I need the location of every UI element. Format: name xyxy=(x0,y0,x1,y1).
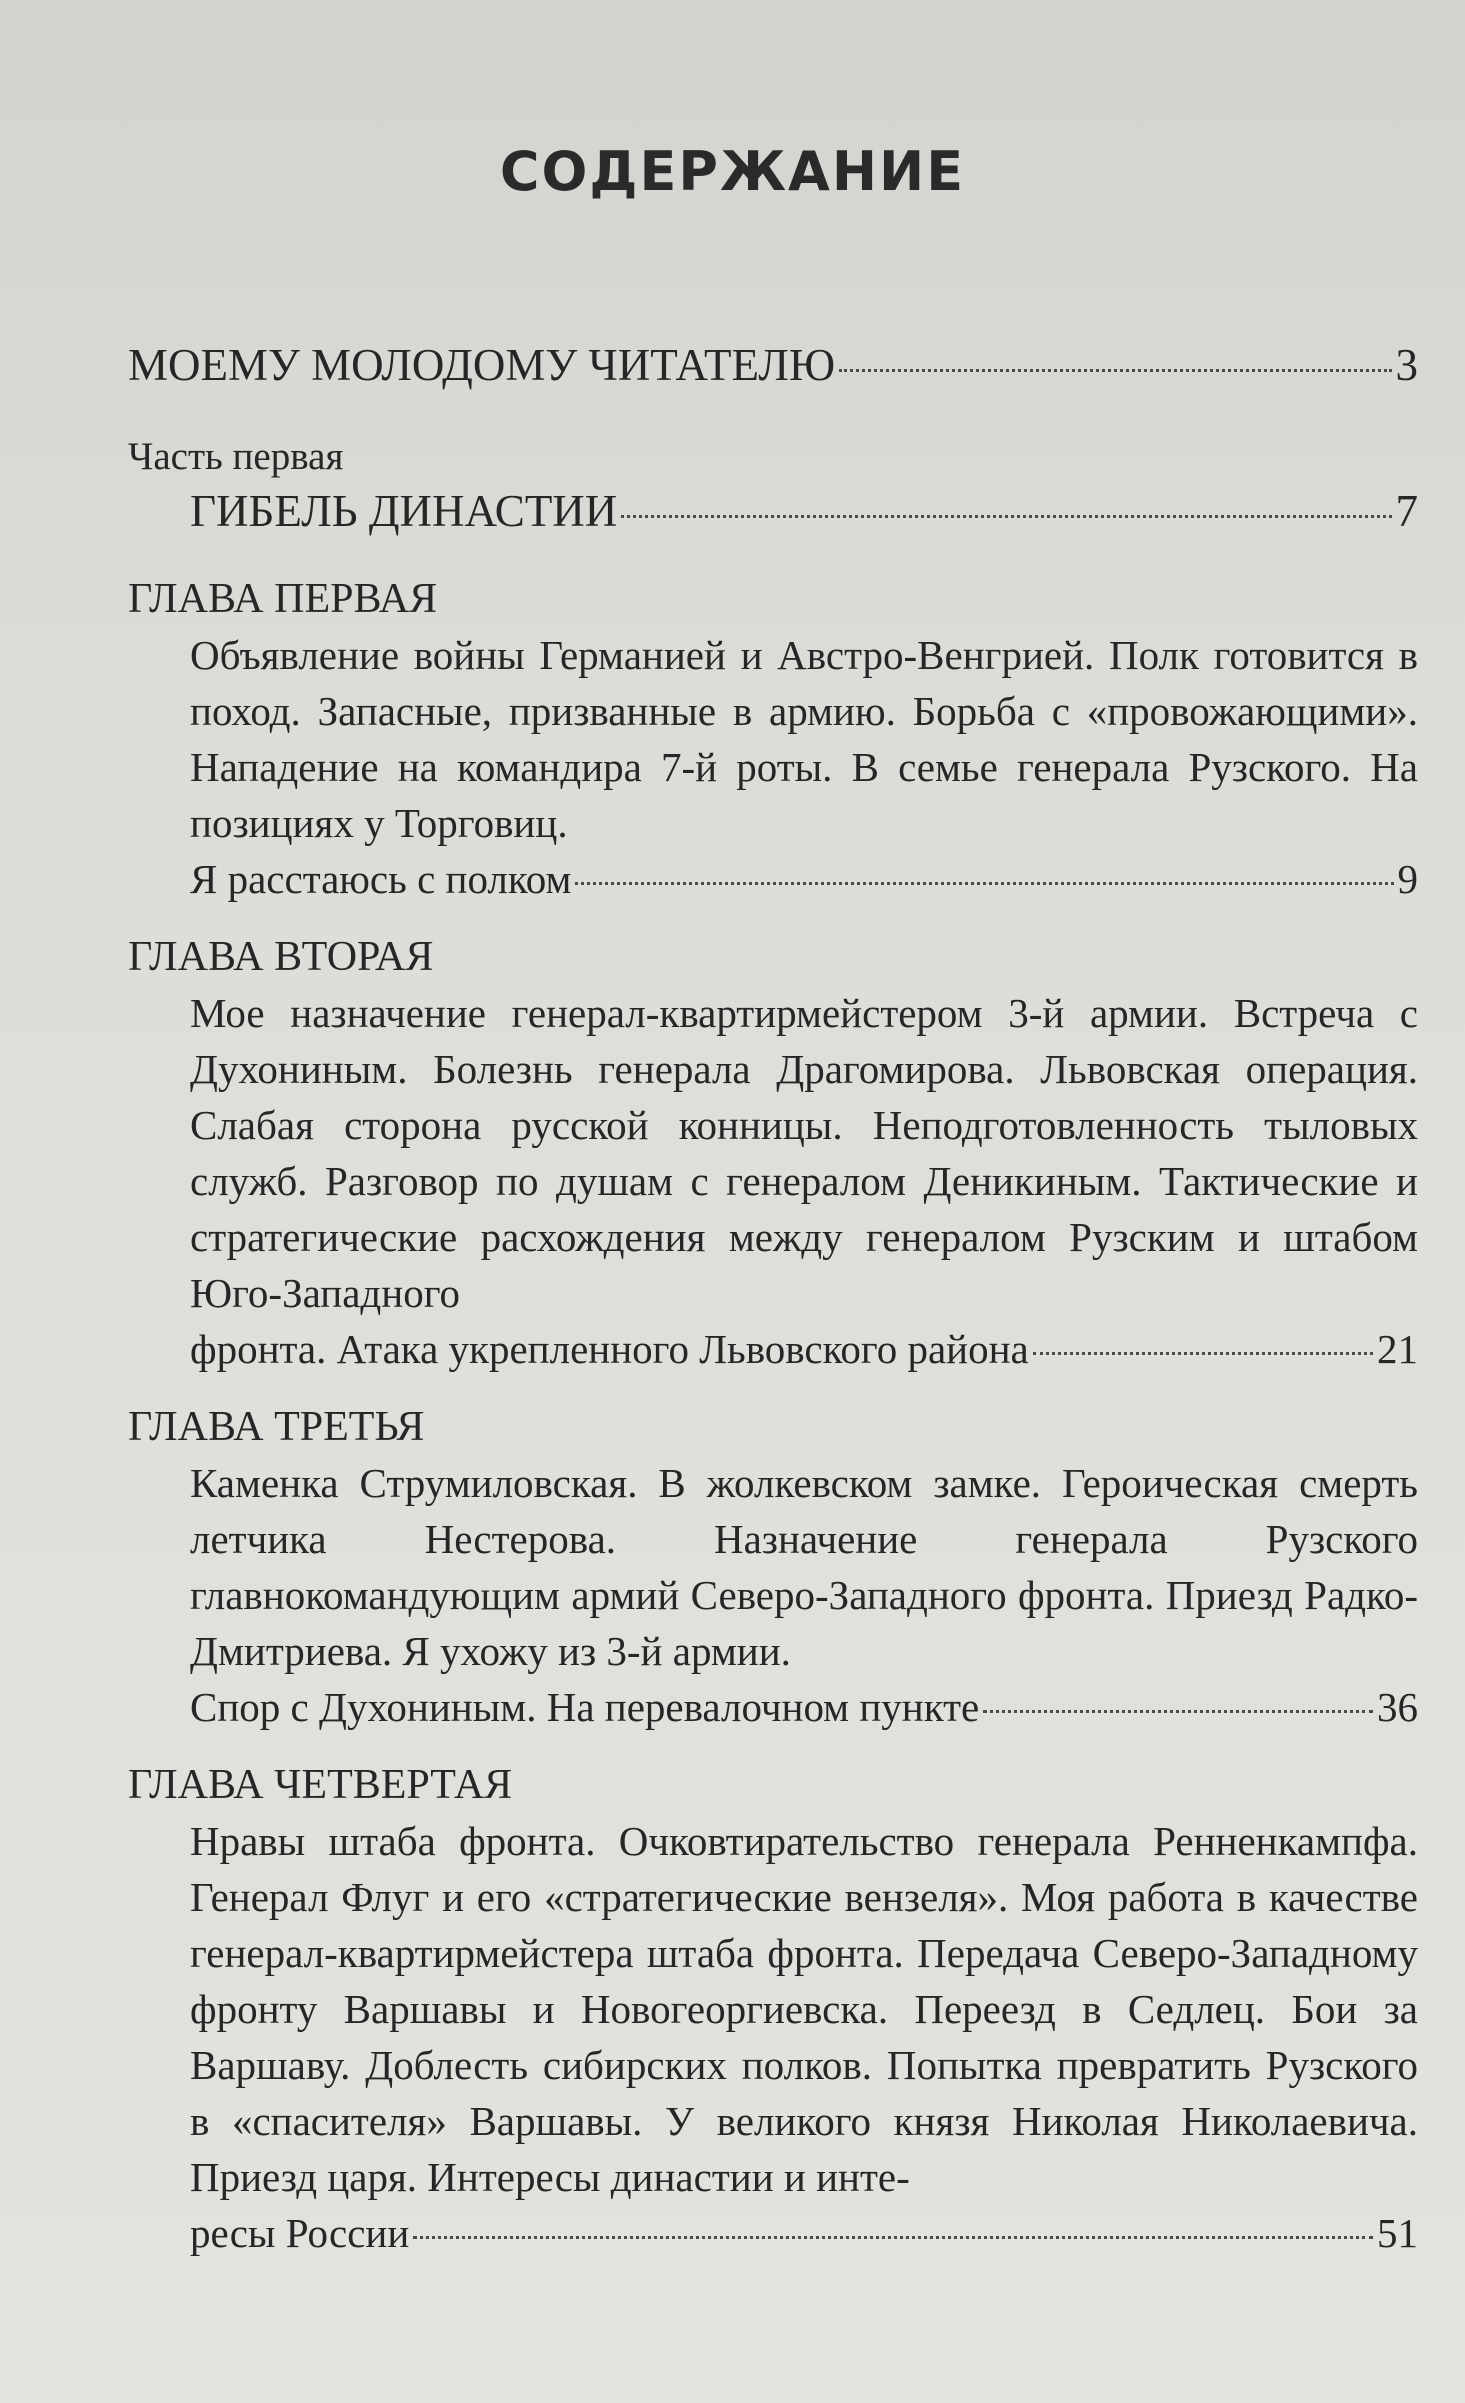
part-label: Часть первая xyxy=(128,435,344,478)
chapter-page: 36 xyxy=(1377,1684,1418,1730)
front-matter-title: МОЕМУ МОЛОДОМУ ЧИТАТЕЛЮ xyxy=(128,340,836,390)
toc-entry-chapter-4 xyxy=(128,1757,1418,2261)
part-title: ГИБЕЛЬ ДИНАСТИИ xyxy=(190,486,618,536)
table-of-contents xyxy=(128,335,1418,2283)
chapter-summary-text: Нравы штаба фронта. Очковтирательство генерала Ренненкампфа. Генерал Флуг и его «стратегические вензеля». Моя работа в качестве генерал-квартирмейстера штаба фронта. Передача Северо-Западному фронту Варшавы и Новогеоргиевска. Переезд в Седлец. Бои за Варшаву. Доблесть сибирских полков. Попытка превратить Рузского в «спасителя» Варшавы. У великого князя Николая Николаевича. Приезд царя. Интересы династии и инте- xyxy=(190,1818,1418,2200)
chapter-summary-text: Каменка Струмиловская. В жолкевском замке. Героическая смерть летчика Нестерова. Назначение генерала Рузского главнокомандующим армий Северо-Западного фронта. Приезд Радко-Дмитриева. Я ухожу из 3-й армии. xyxy=(190,1460,1418,1674)
dot-leader xyxy=(1033,1352,1373,1355)
chapter-heading: ГЛАВА ЧЕТВЕРТАЯ xyxy=(128,1762,513,1808)
toc-entry-chapter-3 xyxy=(128,1399,1418,1735)
chapter-page: 51 xyxy=(1377,2210,1418,2256)
toc-entry-part-one xyxy=(128,433,1418,541)
leader-line xyxy=(190,1321,1418,1377)
leader-line xyxy=(190,1679,1418,1735)
chapter-summary-last-line: Спор с Духониным. На перевалочном пункте xyxy=(190,1684,980,1730)
part-page: 7 xyxy=(1395,486,1418,536)
leader-line xyxy=(190,851,1418,907)
toc-entry-chapter-1 xyxy=(128,571,1418,907)
front-matter-page: 3 xyxy=(1395,340,1418,390)
chapter-heading: ГЛАВА ВТОРАЯ xyxy=(128,934,434,980)
chapter-summary-last-line: Я расстаюсь с полком xyxy=(190,856,572,902)
dot-leader xyxy=(413,2236,1373,2239)
chapter-summary xyxy=(128,985,1418,1377)
dot-leader xyxy=(575,882,1393,885)
chapter-summary xyxy=(128,627,1418,907)
leader-line xyxy=(128,335,1418,395)
leader-line xyxy=(190,2205,1418,2261)
chapter-heading: ГЛАВА ПЕРВАЯ xyxy=(128,576,438,622)
toc-entry-chapter-2 xyxy=(128,929,1418,1377)
dot-leader xyxy=(983,1710,1373,1713)
leader-line xyxy=(190,481,1418,541)
chapter-page: 9 xyxy=(1397,856,1418,902)
chapter-summary-text: Мое назначение генерал-квартирмейстером 3-й армии. Встреча с Духониным. Болезнь генерала Драгомирова. Львовская операция. Слабая сторона русской конницы. Неподготовленность тыловых служб. Разговор по душам с генералом Деникиным. Тактические и стратегические расхождения между генералом Рузским и штабом Юго-Западного xyxy=(190,990,1418,1316)
page-title: СОДЕРЖАНИЕ xyxy=(499,140,966,203)
toc-entry-front-matter xyxy=(128,335,1418,395)
dot-leader xyxy=(839,369,1391,372)
chapter-summary xyxy=(128,1813,1418,2261)
chapter-summary-last-line: ресы России xyxy=(190,2210,410,2256)
dot-leader xyxy=(621,515,1391,518)
chapter-summary xyxy=(128,1455,1418,1735)
part-title-line xyxy=(128,481,1418,541)
chapter-page: 21 xyxy=(1377,1326,1418,1372)
chapter-summary-last-line: фронта. Атака укрепленного Львовского района xyxy=(190,1326,1029,1372)
chapter-heading: ГЛАВА ТРЕТЬЯ xyxy=(128,1404,425,1450)
chapter-summary-text: Объявление войны Германией и Австро-Венгрией. Полк готовится в поход. Запасные, призванные в армию. Борьба с «провожающими». Нападение на командира 7-й роты. В семье генерала Рузского. На позициях у Торговиц. xyxy=(190,632,1418,846)
